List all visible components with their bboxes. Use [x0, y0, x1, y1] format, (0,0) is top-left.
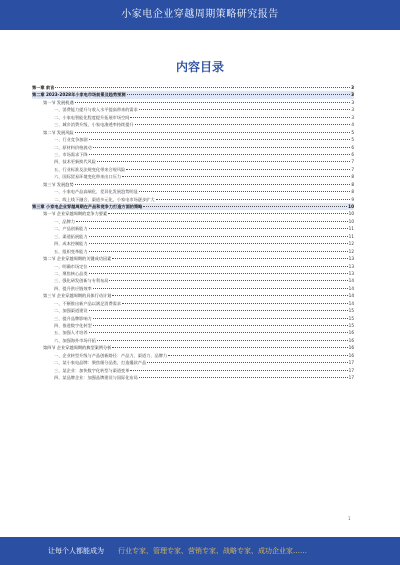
toc-entry-label: 一、品牌力 — [54, 218, 75, 224]
toc-entry-page: 6 — [351, 144, 354, 150]
toc-heading: 内容目录 — [175, 60, 224, 74]
toc-entry-label: 三、城乡消费升级，小家电渗透率持续提升 — [54, 122, 134, 128]
toc-entry[interactable] — [32, 196, 354, 203]
toc-entry[interactable] — [32, 121, 354, 128]
toc-entry-page: 17 — [348, 367, 354, 373]
footer-roles: 行业专家、管理专家、营销专家、战略专家、成功企业家…… — [118, 547, 307, 555]
toc-entry-label: 六、加强海外市场开拓 — [54, 337, 96, 343]
toc-leader-dots — [130, 370, 347, 371]
toc-entry-label: 四、推进数字化转型 — [54, 323, 92, 328]
toc-entry-page: 5 — [351, 129, 354, 135]
toc-entry-page: 8 — [351, 174, 354, 180]
toc-entry[interactable] — [32, 337, 354, 344]
toc-leader-dots — [97, 340, 348, 341]
toc-leader-dots — [89, 154, 351, 155]
toc-entry[interactable] — [32, 329, 354, 336]
toc-leader-dots — [122, 176, 350, 177]
toc-entry-label: 三、强化研发创新与专利布局 — [54, 278, 109, 284]
toc-entry-page: 11 — [348, 233, 354, 239]
toc-entry[interactable] — [32, 136, 354, 143]
toc-entry-label: 二、加强渠道建设 — [54, 308, 88, 314]
toc-entry-page: 13 — [348, 270, 354, 276]
toc-entry-page: 14 — [348, 300, 354, 306]
toc-entry-label: 二、产品创新能力 — [54, 226, 88, 232]
toc-entry-label: 四、提升供应链效率 — [54, 285, 92, 291]
toc-entry-label: 五、组织变革能力 — [54, 248, 88, 254]
toc-entry-label: 四、技术更新换代风险 — [54, 159, 96, 165]
toc-entry-page: 11 — [348, 226, 354, 232]
toc-entry[interactable] — [32, 300, 354, 307]
toc-leader-dots — [89, 251, 348, 252]
toc-leader-dots — [89, 310, 348, 311]
toc-entry[interactable] — [32, 151, 354, 158]
toc-entry-label: 四、某品牌企业：加强品牌建设与国际化布局 — [54, 375, 138, 381]
toc-leader-dots — [75, 184, 351, 185]
toc-leader-dots — [112, 258, 347, 259]
toc-leader-dots — [75, 102, 351, 103]
toc-entry-label: 二、小家电智能化程度提升拓展市场空间 — [54, 114, 130, 120]
toc-entry-label: 第三节 发展趋势 — [43, 181, 74, 187]
toc-entry-label: 三、市场需求下降 — [54, 151, 88, 157]
toc-entry[interactable] — [32, 263, 354, 270]
toc-entry[interactable] — [32, 359, 354, 366]
toc-entry-page: 5 — [351, 137, 354, 143]
toc-entry-label: 三、提升品牌影响力 — [54, 315, 92, 321]
toc-entry-page: 3 — [351, 92, 354, 98]
toc-entry-label: 一、行业竞争加剧 — [54, 137, 88, 143]
toc-entry[interactable] — [32, 270, 354, 277]
toc-entry[interactable] — [32, 233, 354, 240]
report-header — [0, 0, 400, 30]
toc-leader-dots — [76, 221, 348, 222]
toc-entry-label: 一、小家电产品高端化、差异化发展趋势明显 — [54, 189, 138, 195]
toc-entry[interactable] — [32, 210, 354, 217]
toc-entry[interactable] — [32, 106, 354, 113]
toc-entry-page: 16 — [348, 337, 354, 343]
toc-leader-dots — [89, 228, 348, 229]
toc-entry-label: 四、成本控制能力 — [54, 241, 88, 247]
toc-leader-dots — [112, 347, 347, 348]
toc-leader-dots — [139, 191, 351, 192]
toc-entry-label: 第二节 发展风险 — [43, 129, 74, 135]
toc-entry-page: 12 — [348, 241, 354, 247]
toc-entry[interactable] — [32, 315, 354, 322]
toc-entry-label: 六、国际贸易环境变化带来出口压力 — [54, 174, 122, 180]
toc-entry[interactable] — [32, 225, 354, 232]
toc-leader-dots — [93, 288, 348, 289]
toc-entry-page: 16 — [348, 352, 354, 358]
toc-leader-dots — [127, 94, 351, 95]
toc-entry[interactable] — [32, 255, 354, 262]
report-title: 小家电企业穿越周期策略研究报告 — [121, 9, 279, 20]
toc-leader-dots — [75, 132, 351, 133]
toc-entry-label: 二、原材料价格波动 — [54, 144, 92, 150]
toc-entry-label: 第一节 发展机遇 — [43, 99, 74, 105]
toc-entry[interactable] — [32, 352, 354, 359]
toc-leader-dots — [139, 109, 351, 110]
toc-entry[interactable] — [32, 181, 354, 188]
toc-entry-page: 15 — [348, 308, 354, 314]
toc-leader-dots — [55, 87, 350, 88]
toc-entry-label: 三、渠道拓展能力 — [54, 233, 88, 239]
toc-entry[interactable] — [32, 277, 354, 284]
toc-entry-label: 一、企业转型升级与产品创新路径：产品力、渠道力、品牌力 — [54, 352, 168, 358]
toc-leader-dots — [130, 117, 350, 118]
toc-entry-label: 二、某小家电品牌：聚焦细分品类，打造爆款产品 — [54, 360, 147, 366]
toc-entry[interactable] — [32, 144, 354, 151]
toc-entry-page: 12 — [348, 248, 354, 254]
toc-entry[interactable] — [32, 367, 354, 374]
toc-entry[interactable] — [32, 248, 354, 255]
toc-entry-page: 8 — [351, 181, 354, 187]
toc-entry-page: 14 — [348, 278, 354, 284]
toc-entry[interactable] — [32, 292, 354, 299]
toc-entry-page: 15 — [348, 315, 354, 321]
toc-entry-label: 第三节 企业穿越周期的具体行动计划 — [43, 293, 112, 299]
toc-entry[interactable] — [32, 344, 354, 351]
toc-entry-label: 五、加强人才培养 — [54, 330, 88, 336]
toc-entry-label: 五、行业标准及法规变化带来合规风险 — [54, 166, 126, 172]
toc-entry[interactable] — [32, 166, 354, 173]
toc-leader-dots — [156, 199, 351, 200]
toc-leader-dots — [93, 325, 348, 326]
toc-entry[interactable] — [32, 322, 354, 329]
toc-leader-dots — [147, 362, 348, 363]
toc-entry[interactable] — [32, 99, 354, 106]
toc-entry-page: 10 — [348, 204, 354, 209]
toc-entry-page: 3 — [351, 107, 354, 113]
toc-leader-dots — [97, 161, 350, 162]
toc-entry[interactable] — [32, 158, 354, 165]
toc-entry-page: 3 — [351, 85, 354, 90]
page-number: 1 — [348, 516, 351, 521]
footer-banner — [0, 537, 400, 565]
toc-entry-page: 14 — [348, 293, 354, 299]
toc-entry-page: 8 — [351, 189, 354, 195]
toc-entry[interactable] — [32, 307, 354, 314]
footer-slogan: 让每个人都能成为 — [48, 547, 104, 555]
toc-entry-page: 16 — [348, 330, 354, 336]
toc-entry-label: 第二章 2023-2028年小家电市场前景及趋势预测 — [32, 92, 126, 98]
toc-entry-page: 7 — [351, 159, 354, 165]
toc-entry-page: 10 — [348, 211, 354, 217]
toc-entry-label: 三、某企业：加快数字化转型与渠道变革 — [54, 367, 130, 373]
toc-entry[interactable] — [32, 218, 354, 225]
toc-entry-label: 第三章 小家电企业穿越周期在产品和竞争力打造方面的策略 — [32, 204, 143, 209]
toc-leader-dots — [168, 355, 348, 356]
toc-leader-dots — [89, 243, 348, 244]
toc-entry-page: 14 — [348, 285, 354, 291]
toc-entry-label: 一、消费能力提升与收入水平提高带来的需求 — [54, 107, 138, 113]
toc-entry-label: 一、明确市场定位 — [54, 263, 88, 269]
toc-entry-page: 4 — [351, 122, 354, 128]
toc-entry-label: 二、聚焦核心品类 — [54, 270, 88, 276]
toc-entry[interactable] — [32, 91, 354, 98]
toc-leader-dots — [135, 124, 351, 125]
toc-leader-dots — [112, 295, 347, 296]
toc-entry[interactable] — [32, 188, 354, 195]
toc-entry-page: 9 — [351, 196, 354, 202]
toc-entry[interactable] — [32, 84, 354, 91]
toc-leader-dots — [108, 213, 348, 214]
toc-leader-dots — [109, 280, 347, 281]
toc-entry[interactable] — [32, 203, 354, 210]
toc-entry[interactable] — [32, 173, 354, 180]
toc-entry[interactable] — [32, 374, 354, 381]
toc-entry-page: 13 — [348, 256, 354, 262]
toc-leader-dots — [89, 139, 351, 140]
toc-entry-page: 13 — [348, 263, 354, 269]
toc-entry-label: 第二节 企业穿越周期的关键成功因素 — [43, 256, 112, 262]
toc-entry[interactable] — [32, 129, 354, 136]
toc-entry-label: 二、线上线下融合，渠道多元化，小家电市场逐步扩大 — [54, 196, 155, 202]
toc-entry-page: 7 — [351, 166, 354, 172]
toc-entry-label: 第一章 前言 — [32, 85, 55, 90]
toc-leader-dots — [93, 147, 351, 148]
toc-leader-dots — [89, 266, 348, 267]
toc-entry[interactable] — [32, 285, 354, 292]
toc-entry-page: 17 — [348, 375, 354, 381]
toc-entry-page: 16 — [348, 345, 354, 351]
toc-entry-page: 3 — [351, 114, 354, 120]
toc-leader-dots — [122, 303, 348, 304]
toc-entry-page: 15 — [348, 323, 354, 328]
toc-leader-dots — [126, 169, 350, 170]
toc-leader-dots — [89, 273, 348, 274]
toc-leader-dots — [139, 377, 348, 378]
toc-leader-dots — [89, 236, 348, 237]
toc-entry-page: 3 — [351, 99, 354, 105]
toc-leader-dots — [89, 332, 348, 333]
table-of-contents — [32, 84, 354, 382]
toc-entry[interactable] — [32, 114, 354, 121]
toc-entry-label: 第四节 企业穿越周期的典型案例分析 — [43, 345, 112, 351]
toc-entry-label: 第一节 企业穿越周期的竞争力要素 — [43, 211, 108, 217]
toc-entry[interactable] — [32, 240, 354, 247]
toc-entry-page: 6 — [351, 151, 354, 157]
toc-entry-page: 10 — [348, 218, 354, 224]
toc-entry-label: 一、不断推出新产品以满足消费需求 — [54, 300, 122, 306]
toc-leader-dots — [93, 318, 348, 319]
toc-entry-page: 17 — [348, 360, 354, 366]
toc-leader-dots — [143, 206, 347, 207]
